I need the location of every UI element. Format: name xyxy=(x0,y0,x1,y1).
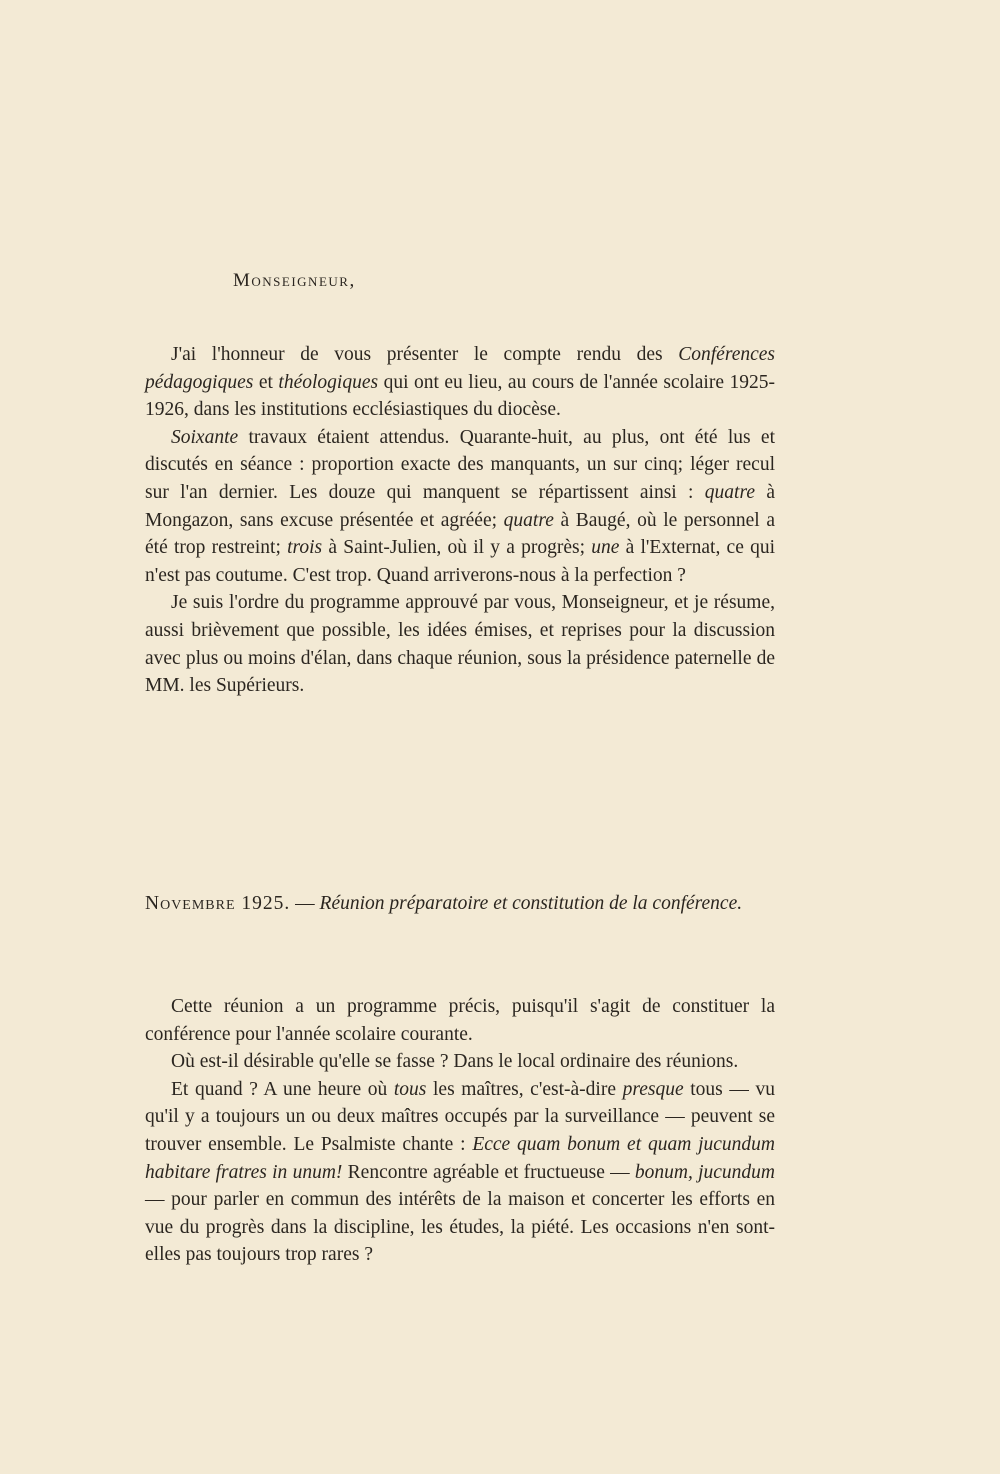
intro-section xyxy=(145,341,775,700)
section-title: Réunion préparatoire et constitution de la conférence. xyxy=(319,893,743,914)
intro-paragraph-1: J'ai l'honneur de vous présenter le compte rendu des Conférences pédagogiques et théologiques qui ont eu lieu, au cours de l'année scolaire 1925-1926, dans les institutions ecclésiastiques du diocèse. xyxy=(145,344,775,421)
section-date: Novembre 1925. xyxy=(145,893,291,914)
section-heading: Novembre 1925. — Réunion préparatoire et constitution de la conférence. xyxy=(145,893,743,914)
section-paragraph-3: Et quand ? A une heure où tous les maîtres, c'est-à-dire presque tous — vu qu'il y a toujours un ou deux maîtres occupés par la surveillance — peuvent se trouver ensemble. Le Psalmiste chante : Ecce quam bonum et quam jucundum habitare fratres in unum! Rencontre agréable et fructueuse — bonum, jucundum — pour parler en commun des intérêts de la maison et concerter les efforts en vue du progrès dans la discipline, les études, la piété. Les occasions n'en sont-elles pas toujours trop rares ? xyxy=(145,1078,775,1266)
intro-paragraph-3: Je suis l'ordre du programme approuvé par vous, Monseigneur, et je résume, aussi brièvement que possible, les idées émises, et reprises pour la discussion avec plus ou moins d'élan, dans chaque réunion, sous la présidence paternelle de MM. les Supérieurs. xyxy=(145,592,775,697)
salutation: Monseigneur, xyxy=(233,270,356,291)
section-body xyxy=(145,993,775,1269)
section-paragraph-1: Cette réunion a un programme précis, puisqu'il s'agit de constituer la conférence pour l'année scolaire courante. xyxy=(145,996,775,1045)
section-paragraph-2: Où est-il désirable qu'elle se fasse ? Dans le local ordinaire des réunions. xyxy=(171,1051,739,1073)
intro-paragraph-2: Soixante travaux étaient attendus. Quarante-huit, au plus, ont été lus et discutés en séance : proportion exacte des manquants, un sur cinq; léger recul sur l'an dernier. Les douze qui manquent se répartissent ainsi : quatre à Mongazon, sans excuse présentée et agréée; quatre à Baugé, où le personnel a été trop restreint; trois à Saint-Julien, où il y a progrès; une à l'Externat, ce qui n'est pas coutume. C'est trop. Quand arriverons-nous à la perfection ? xyxy=(145,426,776,586)
